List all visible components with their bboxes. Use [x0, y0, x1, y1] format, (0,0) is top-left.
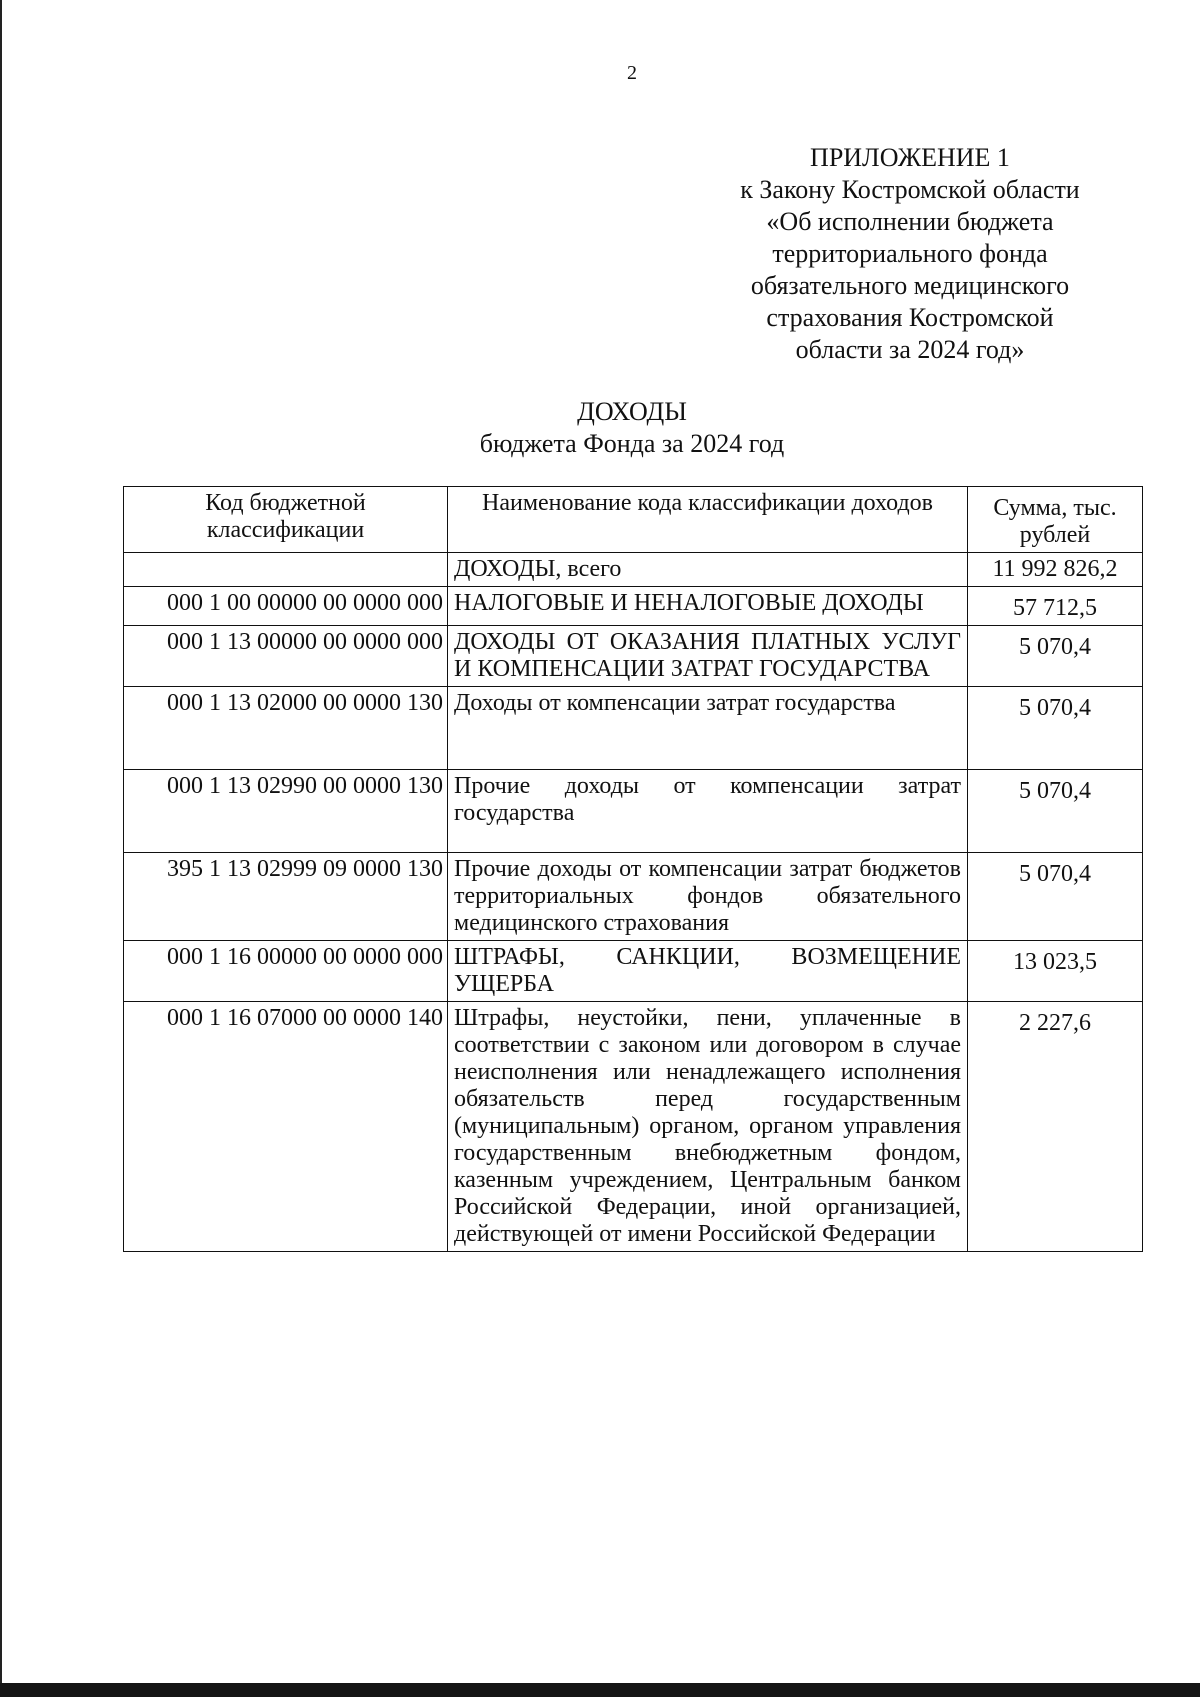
row-name: ДОХОДЫ, всего: [448, 553, 968, 587]
appendix-line: обязательного медицинского: [750, 271, 1070, 300]
row-code: 000 1 13 02000 00 0000 130: [124, 687, 448, 770]
appendix-line: территориального фонда: [772, 239, 1048, 268]
appendix-line: к Закону Костромской области: [740, 175, 1080, 204]
row-name: Доходы от компенсации затрат государства: [448, 687, 968, 770]
row-sum: 5 070,4: [968, 853, 1143, 941]
table-row: [124, 941, 1143, 1002]
table-row: [124, 853, 1143, 941]
table-row: [124, 626, 1143, 687]
heading-subtitle: бюджета Фонда за 2024 год: [479, 429, 785, 458]
row-code: 000 1 13 00000 00 0000 000: [124, 626, 448, 687]
row-sum: 11 992 826,2: [968, 553, 1143, 587]
table-row: [124, 587, 1143, 626]
row-sum: 57 712,5: [968, 587, 1143, 626]
row-name: НАЛОГОВЫЕ И НЕНАЛОГОВЫЕ ДОХОДЫ: [448, 587, 968, 626]
appendix-line: страхования Костромской: [766, 303, 1054, 332]
row-code: 000 1 16 07000 00 0000 140: [124, 1002, 448, 1252]
row-code: [124, 553, 448, 587]
heading-title: ДОХОДЫ: [577, 397, 687, 426]
row-name: Прочие доходы от компенсации затрат государства: [448, 770, 968, 853]
row-sum: 5 070,4: [968, 687, 1143, 770]
header-sum: Сумма, тыс. рублей: [968, 487, 1143, 553]
scan-border-left: [0, 0, 2, 1697]
table-row: [124, 687, 1143, 770]
row-code: 000 1 00 00000 00 0000 000: [124, 587, 448, 626]
table-row: [124, 1002, 1143, 1252]
appendix-line: «Об исполнении бюджета: [766, 207, 1054, 236]
table-row: [124, 770, 1143, 853]
table-row: [124, 553, 1143, 587]
row-sum: 2 227,6: [968, 1002, 1143, 1252]
row-code: 000 1 16 00000 00 0000 000: [124, 941, 448, 1002]
scan-border-bottom: [0, 1683, 1200, 1697]
page-number: 2: [627, 62, 637, 84]
row-name: ДОХОДЫ ОТ ОКАЗАНИЯ ПЛАТНЫХ УСЛУГ И КОМПЕНСАЦИИ ЗАТРАТ ГОСУДАРСТВА: [448, 626, 968, 687]
row-name: ШТРАФЫ, САНКЦИИ, ВОЗМЕЩЕНИЕ УЩЕРБА: [448, 941, 968, 1002]
row-code: 000 1 13 02990 00 0000 130: [124, 770, 448, 853]
header-code: Код бюджетной классификации: [124, 487, 448, 553]
table-header-row: [124, 487, 1143, 553]
row-sum: 5 070,4: [968, 626, 1143, 687]
income-table: [123, 486, 1143, 1252]
row-name: Прочие доходы от компенсации затрат бюджетов территориальных фондов обязательного медицинского страхования: [448, 853, 968, 941]
row-name: Штрафы, неустойки, пени, уплаченные в соответствии с законом или договором в случае неисполнения или ненадлежащего исполнения обязательств перед государственным (муниципальным) органом, органом управления государственным внебюджетным фондом, казенным учреждением, Центральным банком Российской Федерации, иной организацией, действующей от имени Российской Федерации: [448, 1002, 968, 1252]
appendix-line: области за 2024 год»: [795, 335, 1025, 364]
row-sum: 5 070,4: [968, 770, 1143, 853]
header-name: Наименование кода классификации доходов: [448, 487, 968, 553]
row-code: 395 1 13 02999 09 0000 130: [124, 853, 448, 941]
document-heading: [0, 396, 1200, 460]
row-sum: 13 023,5: [968, 941, 1143, 1002]
appendix-block: [700, 142, 1120, 366]
appendix-line: ПРИЛОЖЕНИЕ 1: [810, 143, 1010, 172]
